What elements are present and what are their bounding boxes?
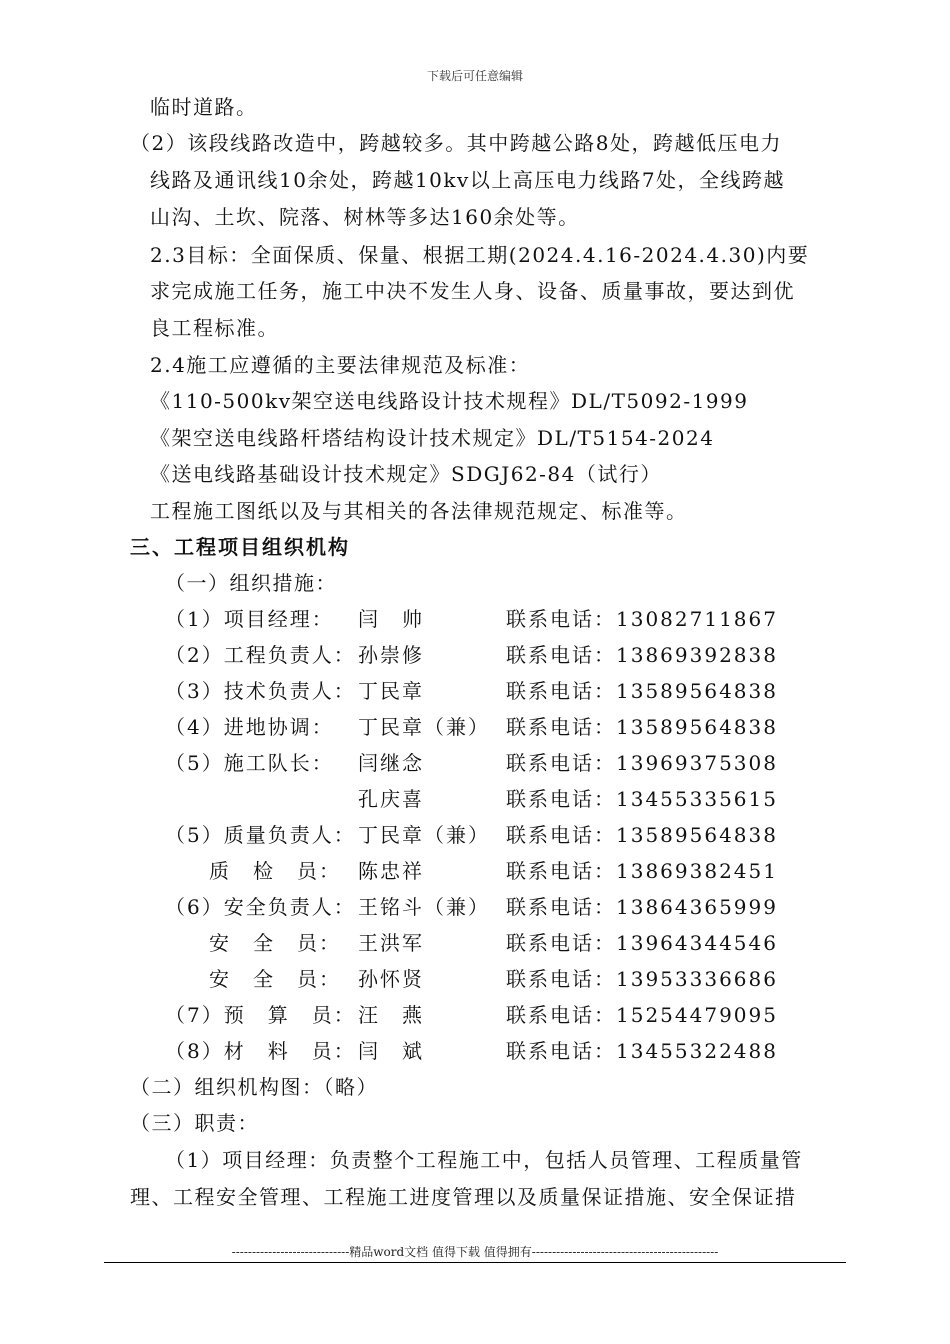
paragraph-line: 工程施工图纸以及与其相关的各法律规范规定、标准等。 [150, 499, 688, 523]
contact-phone: 联系电话：13864365999 [506, 895, 778, 919]
contact-name: 丁民章（兼） [358, 715, 490, 739]
contact-name: 闫 帅 [358, 607, 424, 631]
contact-role: （7）预 算 员： [165, 1003, 356, 1027]
contact-phone: 联系电话：13455335615 [506, 787, 778, 811]
paragraph-line: 临时道路。 [150, 95, 258, 119]
contact-role: （4）进地协调： [165, 715, 334, 739]
contact-phone: 联系电话：13969375308 [506, 751, 778, 775]
paragraph-line: 求完成施工任务，施工中决不发生人身、设备、质量事故，要达到优 [150, 279, 795, 303]
contact-role: （1）项目经理： [165, 607, 334, 631]
paragraph-line: 良工程标准。 [150, 316, 279, 340]
contact-phone: 联系电话：13589564838 [506, 715, 778, 739]
paragraph-line: （1）项目经理：负责整个工程施工中，包括人员管理、工程质量管 [165, 1148, 803, 1172]
contact-name: 王铭斗（兼） [358, 895, 490, 919]
contact-name: 丁民章 [358, 679, 424, 703]
contact-name: 孙怀贤 [358, 967, 424, 991]
contact-name: 陈忠祥 [358, 859, 424, 883]
paragraph-line: 山沟、土坎、院落、树林等多达160余处等。 [150, 205, 580, 229]
subsection-heading: （一）组织措施： [165, 571, 337, 595]
contact-phone: 联系电话：15254479095 [506, 1003, 778, 1027]
contact-role: （5）施工队长： [165, 751, 334, 775]
contact-phone: 联系电话：13953336686 [506, 967, 778, 991]
contact-phone: 联系电话：13455322488 [506, 1039, 778, 1063]
contact-phone: 联系电话：13082711867 [506, 607, 778, 631]
contact-phone: 联系电话：13869382451 [506, 859, 778, 883]
contact-role: 安 全 员： [165, 931, 341, 955]
subsection-heading: （二）组织机构图：（略） [130, 1075, 378, 1099]
contact-name: 闫继念 [358, 751, 424, 775]
paragraph-line: 2.3目标：全面保质、保量、根据工期(2024.4.16-2024.4.30)内要 [150, 243, 810, 267]
contact-phone: 联系电话：13964344546 [506, 931, 778, 955]
footer-divider [104, 1262, 846, 1263]
page-header: 下载后可任意编辑 [426, 69, 523, 83]
contact-role: （2）工程负责人： [165, 643, 356, 667]
contact-name: 丁民章（兼） [358, 823, 490, 847]
contact-phone: 联系电话：13589564838 [506, 679, 778, 703]
contact-name: 孙崇修 [358, 643, 424, 667]
contact-name: 王洪军 [358, 931, 424, 955]
standard-reference: 《架空送电线路杆塔结构设计技术规定》DL/T5154-2024 [150, 426, 715, 450]
standard-reference: 《110-500kv架空送电线路设计技术规程》DL/T5092-1999 [150, 389, 749, 413]
contact-phone: 联系电话：13589564838 [506, 823, 778, 847]
standard-reference: 《送电线路基础设计技术规定》SDGJ62-84（试行） [150, 462, 662, 486]
subsection-heading: （三）职责： [130, 1111, 259, 1135]
contact-role: （8）材 料 员： [165, 1039, 356, 1063]
contact-name: 闫 斌 [358, 1039, 424, 1063]
paragraph-line: 2.4施工应遵循的主要法律规范及标准： [150, 353, 531, 377]
contact-role: （6）安全负责人： [165, 895, 356, 919]
section-heading: 三、工程项目组织机构 [130, 535, 350, 559]
contact-name: 孔庆喜 [358, 787, 424, 811]
contact-role: 安 全 员： [165, 967, 341, 991]
contact-role: （3）技术负责人： [165, 679, 356, 703]
contact-name: 汪 燕 [358, 1003, 424, 1027]
paragraph-line: 线路及通讯线10余处，跨越10kv以上高压电力线路7处，全线跨越 [150, 168, 786, 192]
contact-role: 质 检 员： [165, 859, 341, 883]
contact-role: （5）质量负责人： [165, 823, 356, 847]
page-footer: -----------------------------精品word文档 值得下载 值得拥有---------------------------------------------- [231, 1245, 719, 1259]
paragraph-line: 理、工程安全管理、工程施工进度管理以及质量保证措施、安全保证措 [130, 1185, 797, 1209]
paragraph-line: （2）该段线路改造中，跨越较多。其中跨越公路8处，跨越低压电力 [130, 131, 782, 155]
contact-phone: 联系电话：13869392838 [506, 643, 778, 667]
